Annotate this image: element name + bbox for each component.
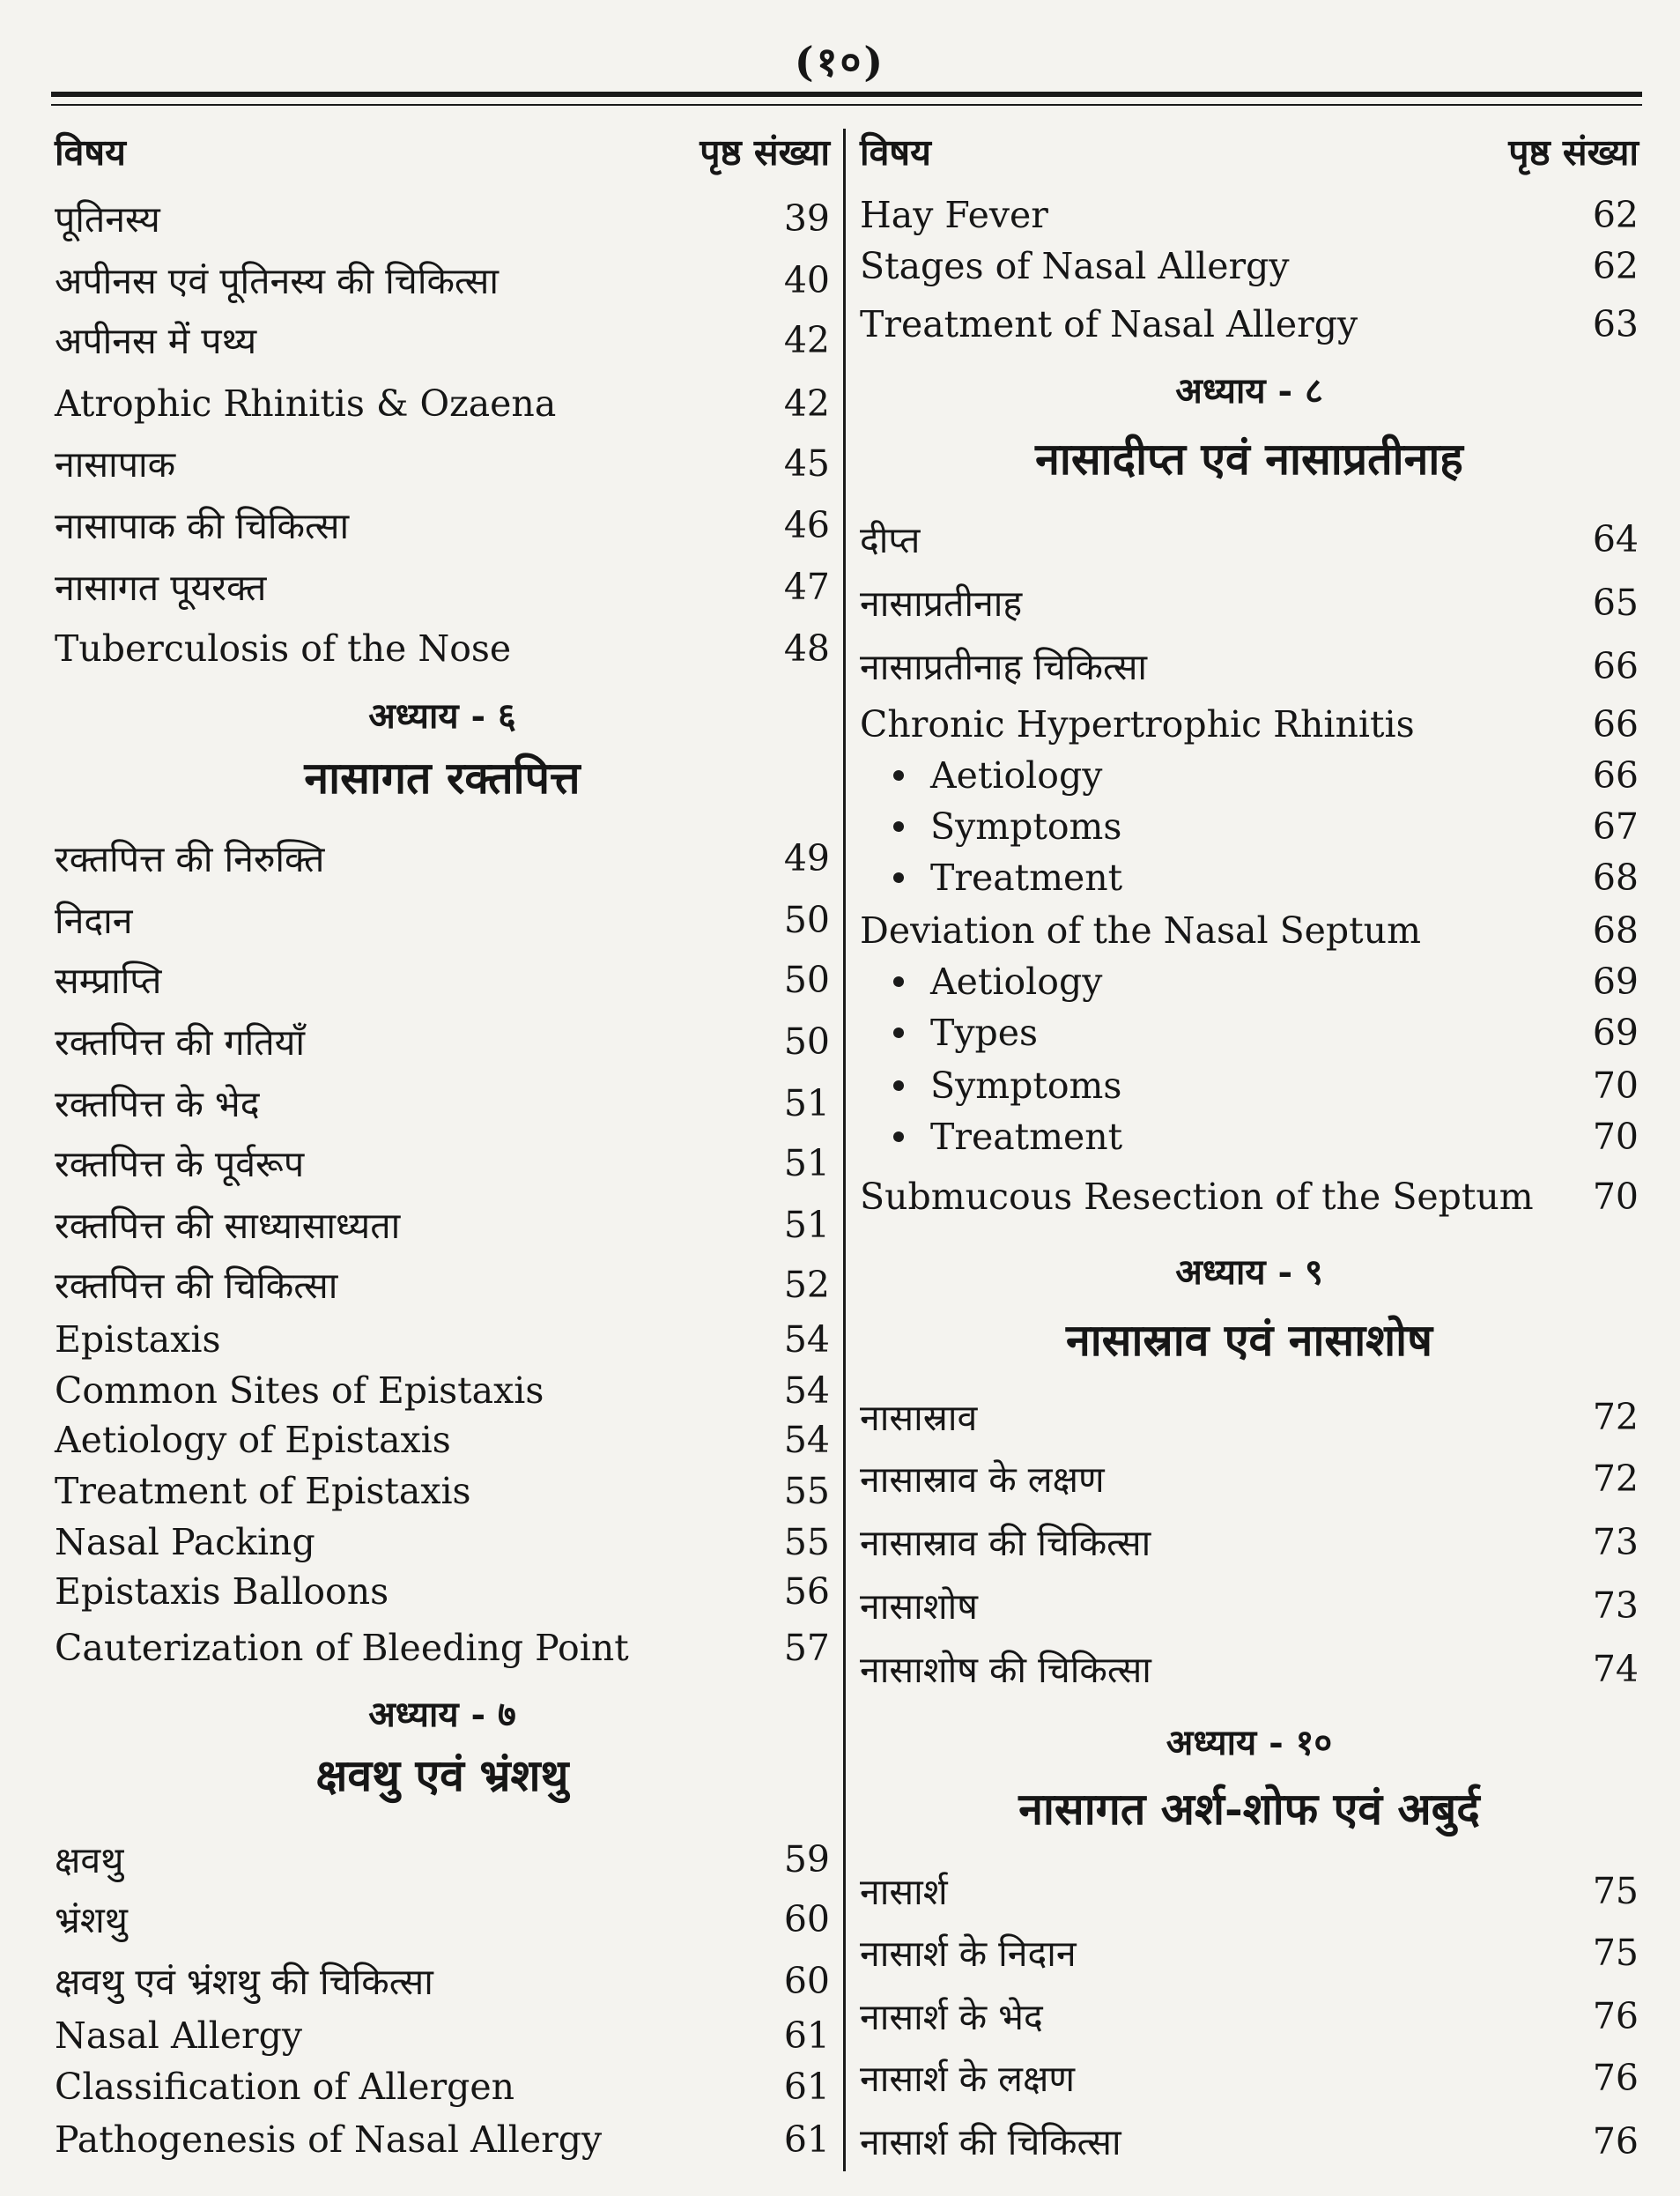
toc-entry[interactable]: नासाशोष की चिकित्सा 74 [860,1648,1639,1691]
chapter-label: अध्याय - ९ [1175,1251,1323,1293]
chapter-title: नासादीप्त एवं नासाप्रतीनाह [1035,433,1463,485]
toc-entry[interactable]: अपीनस में पथ्य 42 [55,319,830,362]
toc-entry[interactable]: नासाप्रतीनाह 65 [860,582,1639,625]
toc-entry[interactable]: रक्तपित्त की गतियाँ 50 [55,1020,830,1064]
toc-entry[interactable]: क्षवथु 59 [55,1838,830,1881]
toc-subentry[interactable]: Aetiology 66 [860,749,1639,802]
toc-subentry[interactable]: Treatment 68 [860,851,1639,904]
toc-entry[interactable]: दीप्त 64 [860,518,1639,561]
toc-entry[interactable]: Cauterization of Bleeding Point 57 [55,1627,830,1669]
toc-entry[interactable]: रक्तपित्त की साध्यासाध्यता 51 [55,1204,830,1247]
toc-entry[interactable]: निदान 50 [55,899,830,942]
toc-entry[interactable]: Epistaxis 54 [55,1318,830,1361]
toc-entry[interactable]: नासापाक 45 [55,442,830,486]
toc-entry[interactable]: नासाशोष 73 [860,1584,1639,1628]
header-rule-thick [51,92,1642,97]
toc-entry[interactable]: Deviation of the Nasal Septum 68 [860,909,1639,952]
toc-entry[interactable]: Hay Fever 62 [860,194,1639,236]
chapter-label: अध्याय - ७ [368,1694,516,1735]
toc-entry[interactable]: Epistaxis Balloons 56 [55,1570,830,1613]
toc-entry[interactable]: Nasal Allergy 61 [55,2014,830,2057]
toc-entry[interactable]: नासाप्रतीनाह चिकित्सा 66 [860,645,1639,688]
toc-entry[interactable]: Chronic Hypertrophic Rhinitis 66 [860,703,1639,746]
toc-entry[interactable]: Treatment of Epistaxis 55 [55,1470,830,1512]
left-header [55,125,830,178]
chapter-title: नासागत अर्श-शोफ एवं अबुर्द [1018,1783,1480,1835]
subject-heading: विषय [55,131,126,174]
header-rule-thin [51,104,1642,106]
toc-entry[interactable]: Atrophic Rhinitis & Ozaena 42 [55,382,830,425]
chapter-label: अध्याय - ६ [368,695,516,737]
chapter-label: अध्याय - १० [1166,1722,1333,1763]
toc-subentry[interactable]: Aetiology 69 [860,955,1639,1008]
subject-heading: विषय [860,131,931,174]
toc-entry[interactable]: सम्प्राप्ति 50 [55,959,830,1002]
column-divider [843,129,846,2171]
toc-subentry[interactable]: Symptoms 70 [860,1059,1639,1112]
toc-entry[interactable]: Classification of Allergen 61 [55,2066,830,2108]
toc-subentry[interactable]: Treatment 70 [860,1110,1639,1163]
toc-entry[interactable]: Common Sites of Epistaxis 54 [55,1369,830,1412]
toc-entry[interactable]: नासार्श 75 [860,1870,1639,1913]
chapter-title: क्षवथु एवं भ्रंशथु [315,1749,569,1801]
toc-entry[interactable]: रक्तपित्त की चिकित्सा 52 [55,1264,830,1307]
right-header [860,125,1639,178]
toc-entry[interactable]: नासार्श के निदान 75 [860,1932,1639,1975]
chapter-title: नासागत रक्तपित्त [304,752,581,804]
toc-entry[interactable]: Submucous Resection of the Septum 70 [860,1176,1639,1218]
toc-subentry[interactable]: Types 69 [860,1006,1639,1059]
toc-entry[interactable]: Tuberculosis of the Nose 48 [55,627,830,670]
toc-entry[interactable]: क्षवथु एवं भ्रंशथु की चिकित्सा 60 [55,1960,830,2003]
toc-entry[interactable]: नासापाक की चिकित्सा 46 [55,504,830,547]
toc-entry[interactable]: रक्तपित्त के भेद 51 [55,1082,830,1125]
page-number: (१०) [794,38,886,85]
chapter-label: अध्याय - ८ [1175,370,1323,412]
toc-entry[interactable]: रक्तपित्त के पूर्वरूप 51 [55,1142,830,1185]
toc-entry[interactable]: नासास्राव की चिकित्सा 73 [860,1521,1639,1564]
toc-entry[interactable]: नासागत पूयरक्त 47 [55,566,830,609]
toc-entry[interactable]: Treatment of Nasal Allergy 63 [860,303,1639,345]
toc-entry[interactable]: नासास्राव के लक्षण 72 [860,1458,1639,1501]
page-heading: पृष्ठ संख्या [1508,131,1639,174]
toc-entry[interactable]: Nasal Packing 55 [55,1521,830,1563]
toc-entry[interactable]: नासार्श के भेद 76 [860,1995,1639,2038]
toc-entry[interactable]: पूतिनस्य 39 [55,197,830,241]
toc-entry[interactable]: नासार्श की चिकित्सा 76 [860,2120,1639,2163]
toc-entry[interactable]: नासार्श के लक्षण 76 [860,2057,1639,2100]
toc-entry[interactable]: Stages of Nasal Allergy 62 [860,245,1639,287]
chapter-title: नासास्राव एवं नासाशोष [1065,1314,1433,1366]
toc-entry[interactable]: भ्रंशथु 60 [55,1898,830,1941]
toc-entry[interactable]: नासास्राव 72 [860,1396,1639,1439]
toc-entry[interactable]: अपीनस एवं पूतिनस्य की चिकित्सा 40 [55,259,830,302]
toc-entry[interactable]: Aetiology of Epistaxis 54 [55,1419,830,1461]
toc-entry[interactable]: Pathogenesis of Nasal Allergy 61 [55,2118,830,2161]
toc-entry[interactable]: रक्तपित्त की निरुक्ति 49 [55,837,830,880]
toc-subentry[interactable]: Symptoms 67 [860,800,1639,853]
page-heading: पृष्ठ संख्या [699,131,830,174]
